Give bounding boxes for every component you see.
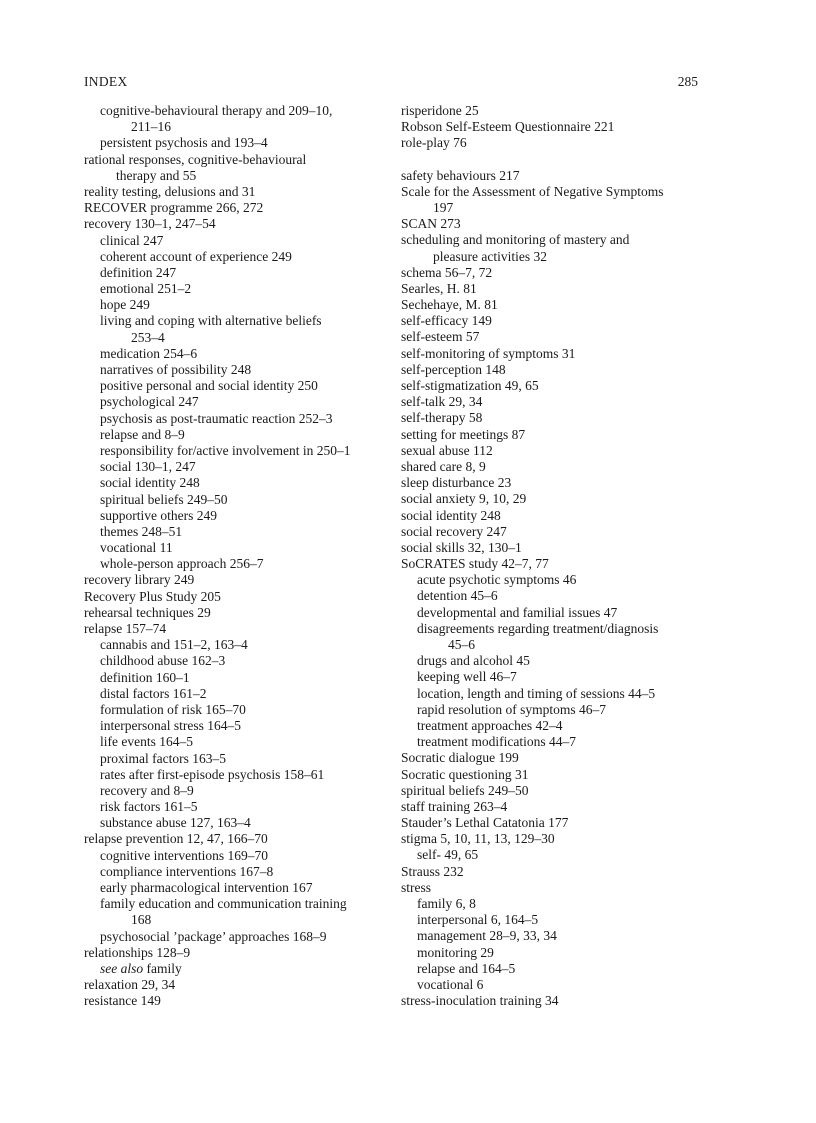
index-column-right (401, 103, 703, 1009)
index-subentry: treatment modifications 44–7 (417, 734, 576, 750)
index-continuation: 45–6 (448, 637, 475, 652)
index-entry: relapse prevention 12, 47, 166–70 (84, 831, 268, 847)
index-entry: safety behaviours 217 (401, 167, 520, 183)
index-subentry: rapid resolution of symptoms 46–7 (417, 701, 606, 717)
index-subentry: definition 247 (100, 264, 177, 280)
index-entry: Sechehaye, M. 81 (401, 297, 498, 313)
index-subentry: acute psychotic symptoms 46 (417, 572, 577, 588)
index-entry: recovery 130–1, 247–54 (84, 216, 216, 232)
index-subentry: cannabis and 151–2, 163–4 (100, 637, 248, 653)
index-subentry: clinical 247 (100, 232, 164, 248)
index-subentry: persistent psychosis and 193–4 (100, 135, 268, 151)
index-subentry: disagreements regarding treatment/diagnosis (417, 620, 659, 636)
index-subentry: living and coping with alternative beliefs (100, 313, 322, 329)
index-entry: SoCRATES study 42–7, 77 (401, 556, 549, 572)
index-entry: stress-inoculation training 34 (401, 993, 559, 1009)
section-title: INDEX (84, 74, 128, 89)
index-subentry: distal factors 161–2 (100, 685, 207, 701)
index-subentry: responsibility for/active involvement in 250–1 (100, 442, 351, 458)
index-subentry: interpersonal 6, 164–5 (417, 912, 539, 928)
index-continuation: 253–4 (131, 329, 165, 345)
index-subentry: cognitive interventions 169–70 (100, 847, 268, 863)
index-subentry: childhood abuse 162–3 (100, 653, 226, 669)
index-subentry: developmental and familial issues 47 (417, 604, 618, 620)
index-entry: Socratic dialogue 199 (401, 750, 519, 766)
index-entry: resistance 149 (84, 993, 161, 1009)
index-subentry: substance abuse 127, 163–4 (100, 815, 251, 831)
index-subentry: psychosis as post-traumatic reaction 252–3 (100, 410, 333, 426)
index-entry: self-efficacy 149 (401, 313, 492, 329)
index-entry: stigma 5, 10, 11, 13, 129–30 (401, 831, 555, 847)
index-subentry: vocational 11 (100, 540, 173, 556)
index-entry: social skills 32, 130–1 (401, 539, 522, 555)
index-entry: social recovery 247 (401, 523, 507, 539)
index-continuation: 197 (433, 199, 454, 215)
index-subentry: detention 45–6 (417, 588, 498, 604)
index-subentry: management 28–9, 33, 34 (417, 928, 557, 944)
index-entry: shared care 8, 9 (401, 458, 486, 474)
index-entry: self-therapy 58 (401, 410, 483, 426)
index-subentry: narratives of possibility 248 (100, 362, 252, 377)
index-entry: setting for meetings 87 (401, 426, 526, 442)
index-subentry: hope 249 (100, 297, 150, 313)
index-subentry: emotional 251–2 (100, 281, 192, 297)
index-subentry: definition 160–1 (100, 669, 190, 685)
index-entry: scheduling and monitoring of mastery and (401, 232, 630, 248)
index-entry: Robson Self-Esteem Questionnaire 221 (401, 119, 615, 135)
index-subentry: spiritual beliefs 249–50 (100, 491, 228, 507)
index-entry: self-perception 148 (401, 361, 506, 377)
index-entry: recovery library 249 (84, 572, 195, 588)
index-entry: sexual abuse 112 (401, 442, 493, 458)
index-entry: schema 56–7, 72 (401, 264, 493, 280)
index-entry: relaxation 29, 34 (84, 977, 176, 993)
index-subentry: risk factors 161–5 (100, 799, 198, 815)
index-entry: rational responses, cognitive-behavioural (84, 151, 307, 167)
index-subentry: self- 49, 65 (417, 847, 479, 863)
index-subentry: medication 254–6 (100, 345, 198, 361)
index-subentry: supportive others 249 (100, 507, 217, 523)
index-subentry: life events 164–5 (100, 734, 193, 750)
index-subentry: social 130–1, 247 (100, 459, 196, 475)
index-entry: self-stigmatization 49, 65 (401, 378, 539, 393)
index-entry: spiritual beliefs 249–50 (401, 782, 529, 798)
index-subentry: treatment approaches 42–4 (417, 717, 563, 733)
index-entry: relapse 157–74 (84, 621, 167, 636)
index-entry: relationships 128–9 (84, 944, 191, 960)
index-entry: SCAN 273 (401, 216, 461, 232)
index-subentry: compliance interventions 167–8 (100, 863, 274, 879)
index-subentry: psychosocial ’package’ approaches 168–9 (100, 928, 327, 944)
index-subentry: keeping well 46–7 (417, 669, 517, 685)
index-entry: self-talk 29, 34 (401, 394, 483, 410)
index-entry: RECOVER programme 266, 272 (84, 200, 264, 216)
index-subentry: monitoring 29 (417, 944, 494, 960)
index-entry: stress (401, 879, 431, 895)
index-subentry: early pharmacological intervention 167 (100, 880, 313, 895)
index-subentry: vocational 6 (417, 976, 484, 992)
index-entry: self-esteem 57 (401, 329, 480, 345)
index-subentry: rates after first-episode psychosis 158–61 (100, 766, 325, 782)
index-subentry: positive personal and social identity 250 (100, 378, 318, 394)
index-subentry: cognitive-behavioural therapy and 209–10, (100, 103, 333, 118)
page-number: 285 (677, 74, 698, 89)
see-also-label: see also (100, 960, 144, 976)
index-subentry: coherent account of experience 249 (100, 248, 292, 264)
index-subentry: relapse and 8–9 (100, 426, 185, 442)
index-entry: self-monitoring of symptoms 31 (401, 345, 576, 361)
index-entry: Socratic questioning 31 (401, 766, 529, 782)
index-entry: sleep disturbance 23 (401, 475, 512, 491)
index-entry: role-play 76 (401, 135, 467, 151)
index-entry: social identity 248 (401, 507, 501, 523)
index-entry: staff training 263–4 (401, 798, 508, 814)
index-continuation: 211–16 (131, 119, 171, 135)
index-continuation: 168 (131, 912, 152, 928)
index-entry: Strauss 232 (401, 863, 464, 879)
index-column-left (84, 103, 384, 1010)
running-head (84, 74, 698, 92)
index-subentry: drugs and alcohol 45 (417, 653, 530, 669)
index-subentry (84, 961, 384, 977)
index-entry: rehearsal techniques 29 (84, 604, 211, 620)
index-entry: Stauder’s Lethal Catatonia 177 (401, 815, 569, 831)
index-entry: risperidone 25 (401, 103, 479, 118)
index-continuation: pleasure activities 32 (433, 248, 547, 264)
index-subentry: recovery and 8–9 (100, 782, 194, 798)
index-subentry: interpersonal stress 164–5 (100, 718, 241, 734)
index-subentry: family education and communication training (100, 896, 347, 912)
index-letter-gap (401, 152, 703, 168)
index-continuation: therapy and 55 (116, 167, 197, 183)
index-subentry: social identity 248 (100, 475, 200, 491)
index-subentry: themes 248–51 (100, 523, 183, 539)
index-entry: Scale for the Assessment of Negative Symptoms (401, 183, 664, 199)
index-subentry: psychological 247 (100, 394, 199, 410)
index-subentry: family 6, 8 (417, 896, 476, 911)
index-subentry: whole-person approach 256–7 (100, 556, 264, 572)
index-subentry: location, length and timing of sessions 44–5 (417, 685, 656, 701)
index-subentry: proximal factors 163–5 (100, 750, 226, 766)
index-subentry: relapse and 164–5 (417, 960, 516, 976)
index-entry: Recovery Plus Study 205 (84, 588, 221, 604)
see-also-target: family (146, 960, 182, 976)
index-entry: social anxiety 9, 10, 29 (401, 491, 527, 507)
index-entry: reality testing, delusions and 31 (84, 183, 256, 199)
index-subentry: formulation of risk 165–70 (100, 701, 246, 717)
index-entry: Searles, H. 81 (401, 280, 477, 296)
